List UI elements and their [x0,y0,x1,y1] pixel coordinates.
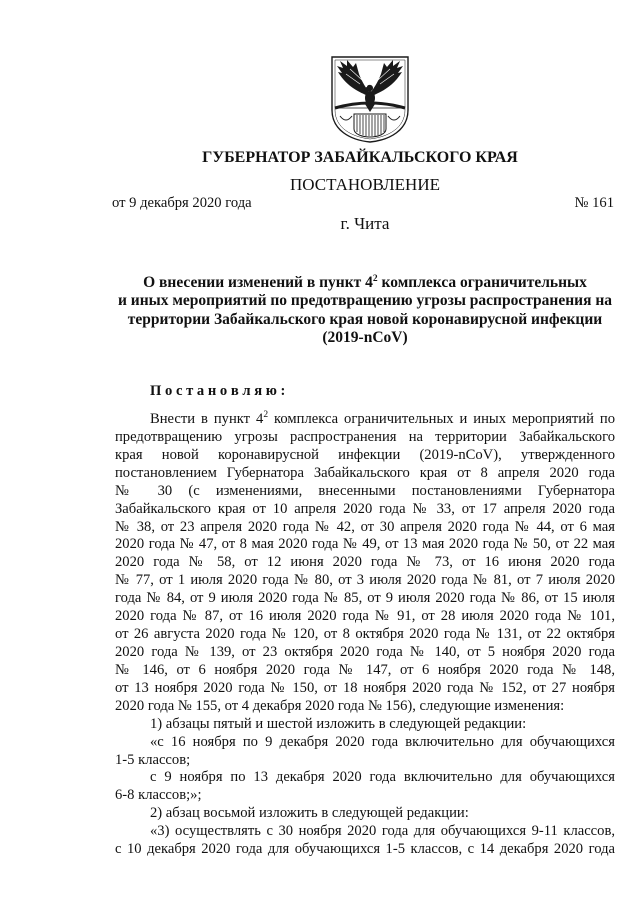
body-line: с 9 ноября по 13 декабря 2020 года включительно для обучающихся [150,769,615,786]
body-line: края новой коронавирусной инфекции (2019-nCoV), утвержденного [115,446,615,463]
body-line: 2020 года № 58, от 12 июня 2020 года № 73, от 16 июня 2020 года [115,554,615,571]
document-date: от 9 декабря 2020 года [112,195,252,211]
body-line: 2020 года № 139, от 23 октября 2020 года № 140, от 5 ноября 2020 года [115,643,615,660]
decree-body [115,411,615,859]
emblem [326,52,414,144]
title-line: (2019-nCoV) [322,328,408,346]
shield-base [340,114,400,137]
title-line [115,274,615,292]
date-number-row [112,194,614,212]
document-city: г. Чита [340,214,390,233]
body-line: с 10 декабря 2020 года для обучающихся 1-5 классов, с 14 декабря 2020 года [115,841,615,858]
decree-word: П о с т а н о в л я ю : [150,383,286,399]
document-number: № 161 [574,195,614,211]
title-text: О внесении изменений в пункт 4 [143,274,373,291]
body-line: года № 84, от 9 июля 2020 года № 85, от 9 июля 2020 года № 86, от 15 июля [115,590,615,607]
title-text: комплекса ограничительных [377,274,587,291]
body-line: 2020 года № 87, от 16 июля 2020 года № 91, от 28 июля 2020 года № 101, [115,608,615,625]
body-line: от 26 августа 2020 года № 120, от 8 октября 2020 года № 131, от 22 октября [115,626,615,643]
body-line: «3) осуществлять с 30 ноября 2020 года для обучающихся 9-11 классов, [150,823,615,840]
body-line: «с 16 ноября по 9 декабря 2020 года включительно для обучающихся [150,733,615,750]
body-line: № 30 (с изменениями, внесенными постановлениями Губернатора [115,482,615,499]
body-line: № 146, от 6 ноября 2020 года № 147, от 6 ноября 2020 года № 148, [115,661,615,678]
body-line: 6-8 классов;»; [115,787,202,804]
body-text: комплекса ограничительных и иных мероприятий по [268,411,616,427]
title-line: и иных мероприятий по предотвращению угрозы распространения на [117,292,613,310]
body-line: 1-5 классов; [115,751,191,768]
body-line: от 13 ноября 2020 года № 150, от 18 ноября 2020 года № 152, от 27 ноября [115,679,615,696]
document-type: ПОСТАНОВЛЕНИЕ [289,175,440,194]
title-line: территории Забайкальского края новой коронавирусной инфекции [127,310,603,328]
title-superscript: 2 [372,274,378,284]
body-line: № 77, от 1 июля 2020 года № 80, от 3 июля 2020 года № 81, от 7 июля 2020 [115,572,615,589]
body-line: 2) абзац восьмой изложить в следующей редакции: [150,805,469,822]
body-line: 2020 года № 47, от 8 мая 2020 года № 49, от 13 мая 2020 года № 50, от 22 мая [115,536,615,553]
body-line: Забайкальского края от 10 апреля 2020 года № 33, от 17 апреля 2020 года [115,500,615,517]
body-line: постановлением Губернатора Забайкальского края от 8 апреля 2020 года [115,464,615,481]
body-line: 2020 года № 155, от 4 декабря 2020 года № 156), следующие изменения: [115,697,565,714]
coat-of-arms-icon [326,52,414,144]
body-line: № 38, от 23 апреля 2020 года № 42, от 30 апреля 2020 года № 44, от 6 мая [115,518,615,535]
body-line [115,411,615,429]
body-line: 1) абзацы пятый и шестой изложить в следующей редакции: [150,715,527,732]
body-text: Внести в пункт 4 [150,411,264,427]
body-line: предотвращению угрозы распространения на территории Забайкальского [115,428,615,445]
issuing-authority: ГУБЕРНАТОР ЗАБАЙКАЛЬСКОГО КРАЯ [202,149,518,166]
body-superscript: 2 [263,410,269,420]
document-title [115,274,615,347]
